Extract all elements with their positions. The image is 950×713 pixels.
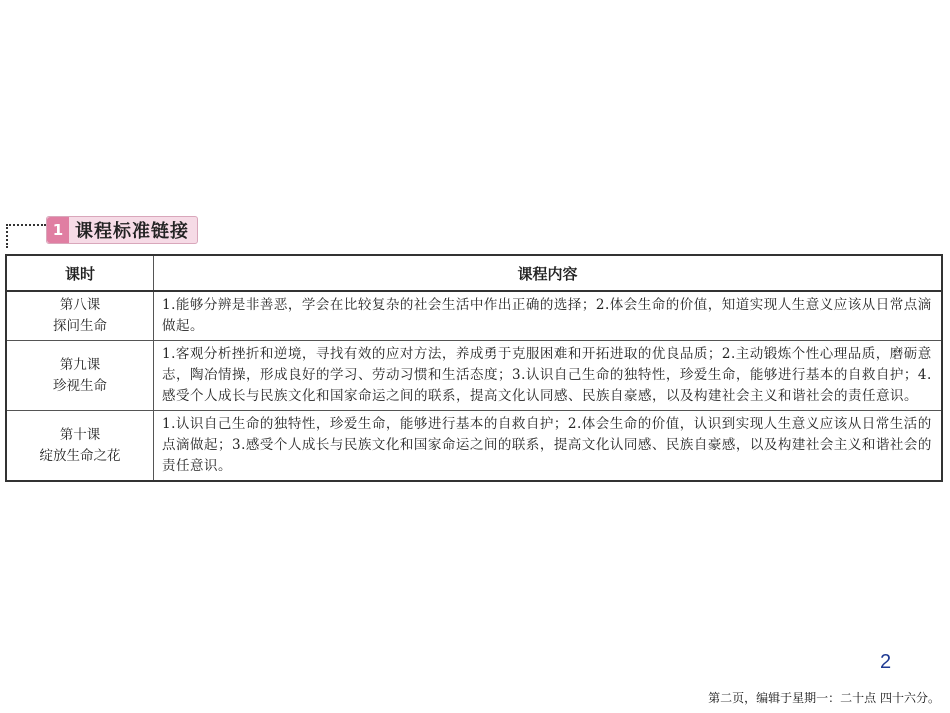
- lesson-cell: [6, 291, 154, 341]
- header-lesson: 课时: [6, 255, 154, 291]
- section-header: [46, 216, 198, 244]
- page-number: 2: [880, 651, 892, 673]
- section-title: 课程标准链接: [75, 221, 189, 242]
- section-number-badge: 1: [47, 217, 69, 243]
- content-cell: 1.认识自己生命的独特性，珍爱生命，能够进行基本的自救自护；2.体会生命的价值，认识到实现人生意义应该从日常生活的点滴做起；3.感受个人成长与民族文化和国家命运之间的联系，提高文化认同感、民族自豪感，以及构建社会主义和谐社会的责任意识。: [154, 411, 943, 482]
- table-header-row: [6, 255, 942, 291]
- table-row: [6, 411, 942, 482]
- lesson-number: 第十课: [59, 426, 101, 443]
- lesson-number: 第八课: [59, 297, 101, 313]
- header-content: 课程内容: [154, 255, 943, 291]
- footer-edit-info: 第二页，编辑于星期一：二十点 四十六分。: [708, 691, 940, 705]
- lesson-title: 探问生命: [53, 318, 107, 334]
- lesson-number: 第九课: [59, 356, 101, 373]
- lesson-cell: [6, 411, 154, 482]
- table-row: [6, 291, 942, 341]
- section-dotted-line: [6, 224, 46, 226]
- course-standards-table: [5, 254, 943, 482]
- table-row: [6, 341, 942, 411]
- section-dotted-line-vertical: [6, 224, 8, 248]
- content-cell: 1.能够分辨是非善恶，学会在比较复杂的社会生活中作出正确的选择；2.体会生命的价值，知道实现人生意义应该从日常点滴做起。: [154, 291, 943, 341]
- lesson-title: 珍视生命: [53, 377, 107, 394]
- content-cell: 1.客观分析挫折和逆境，寻找有效的应对方法，养成勇于克服困难和开拓进取的优良品质；2.主动锻炼个性心理品质，磨砺意志，陶冶情操，形成良好的学习、劳动习惯和生活态度；3.认识自己生命的独特性，珍爱生命，能够进行基本的自救自护；4.感受个人成长与民族文化和国家命运之间的联系，提高文化认同感、民族自豪感，以及构建社会主义和谐社会的责任意识。: [154, 341, 943, 411]
- lesson-title: 绽放生命之花: [39, 447, 121, 464]
- lesson-cell: [6, 341, 154, 411]
